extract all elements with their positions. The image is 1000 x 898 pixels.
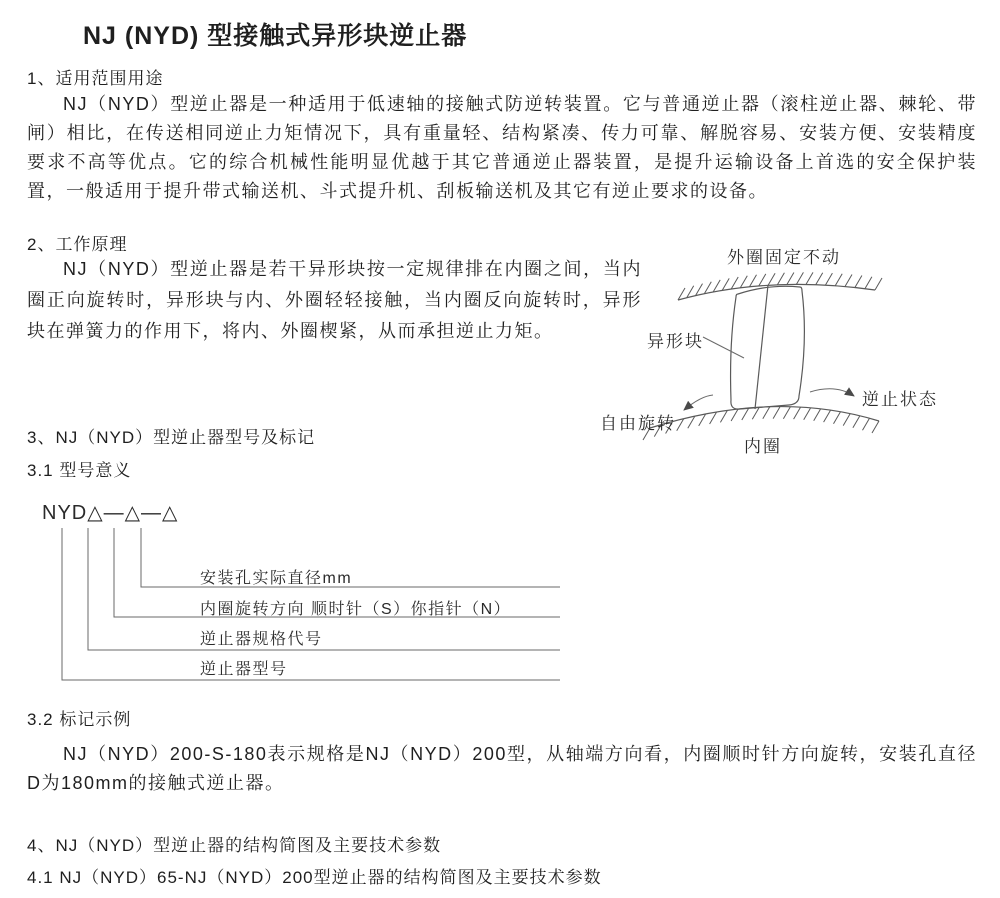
code-label-hole-diameter: 安装孔实际直径mm bbox=[200, 570, 353, 587]
section-1-heading: 1、适用范围用途 bbox=[27, 69, 164, 88]
connector-spec-code bbox=[88, 528, 560, 650]
shaped-block-mid-line bbox=[755, 285, 768, 409]
outer-ring-label: 外圈固定不动 bbox=[727, 248, 841, 267]
section-3-2-paragraph: NJ（NYD）200-S-180表示规格是NJ（NYD）200型，从轴端方向看，内圈顺时针方向旋转，安装孔直径D为180mm的接触式逆止器。 bbox=[27, 744, 977, 793]
section-4-heading: 4、NJ（NYD）型逆止器的结构简图及主要技术参数 bbox=[27, 836, 442, 855]
free-rotation-arrow bbox=[684, 395, 713, 410]
model-code-connector-lines bbox=[40, 490, 580, 690]
section-2-heading: 2、工作原理 bbox=[27, 235, 128, 254]
code-label-model-type: 逆止器型号 bbox=[200, 661, 288, 678]
page-title: NJ (NYD) 型接触式异形块逆止器 bbox=[83, 22, 468, 50]
model-code: NYD△—△—△ bbox=[42, 502, 179, 524]
shaped-block-label: 异形块 bbox=[647, 332, 704, 351]
code-label-spec-code: 逆止器规格代号 bbox=[200, 631, 323, 648]
free-rotation-label: 自由旋转 bbox=[600, 414, 676, 433]
block-pointer-line bbox=[703, 337, 744, 358]
code-label-rotation-direction: 内圈旋转方向 顺时针（S）你指针（N） bbox=[200, 601, 512, 618]
section-3-1-heading: 3.1 型号意义 bbox=[27, 461, 132, 480]
section-1-paragraph: NJ（NYD）型逆止器是一种适用于低速轴的接触式防逆转装置。它与普通逆止器（滚柱逆止器、棘轮、带闸）相比，在传送相同逆止力矩情况下，具有重量轻、结构紧凑、传力可靠、解脱容易、安装方便、安装精度要求不高等优点。它的综合机械性能明显优越于其它普通逆止器装置，是提升运输设备上首选的安全保护装置，一般适用于提升带式输送机、斗式提升机、刮板输送机及其它有逆止要求的设备。 bbox=[27, 94, 977, 201]
section-3-2-heading: 3.2 标记示例 bbox=[27, 710, 132, 729]
section-3-heading: 3、NJ（NYD）型逆止器型号及标记 bbox=[27, 428, 316, 447]
backstop-state-arrow bbox=[810, 389, 854, 396]
backstop-state-label: 逆止状态 bbox=[862, 390, 938, 409]
inner-ring-label: 内圈 bbox=[744, 437, 782, 456]
section-4-1-heading: 4.1 NJ（NYD）65-NJ（NYD）200型逆止器的结构简图及主要技术参数 bbox=[27, 868, 602, 887]
shaped-block-outline bbox=[731, 286, 805, 409]
section-2-paragraph: NJ（NYD）型逆止器是若干异形块按一定规律排在内圈之间，当内圈正向旋转时，异形块与内、外圈轻轻接触，当内圈反向旋转时，异形块在弹簧力的作用下，将内、外圈楔紧，从而承担逆止力矩。 bbox=[27, 259, 642, 341]
